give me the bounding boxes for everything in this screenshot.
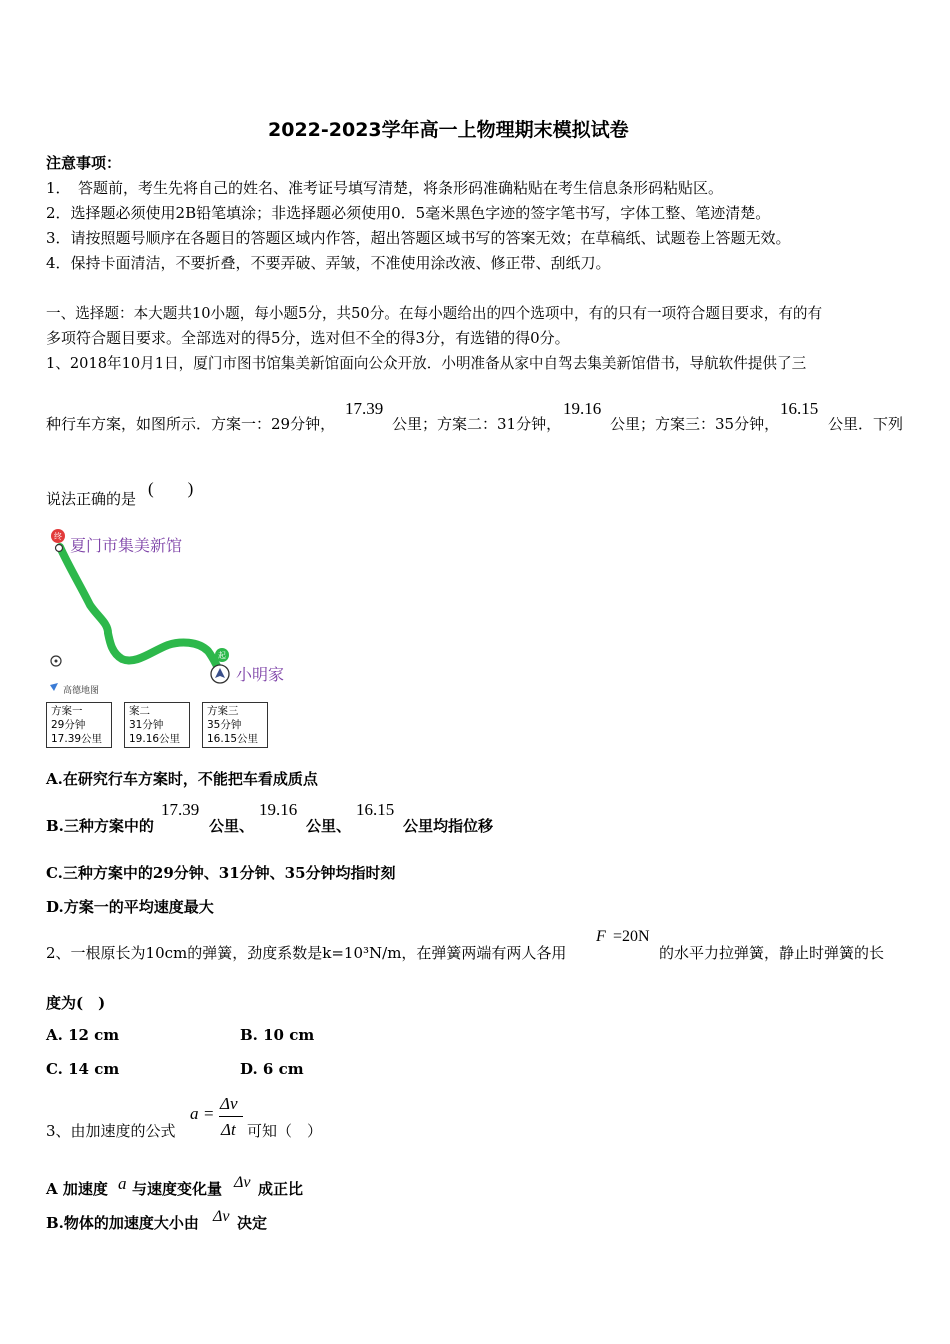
q2-stem: 2、一根原长为10cm的弹簧，劲度系数是k=10³N/m，在弹簧两端有两人各用 xyxy=(46,944,567,962)
q1-distance-2: 19.16 xyxy=(563,399,602,418)
fraction-bar xyxy=(219,1116,243,1117)
section-instructions: 一、选择题：本大题共10小题，每小题5分，共50分。在每小题给出的四个选项中，有的只有一项符合题目要求，有的有 xyxy=(46,305,823,322)
q1-distance-3: 16.15 xyxy=(780,399,819,418)
page-title: 2022-2023学年高一上物理期末模拟试卷 xyxy=(268,119,629,141)
q1-option-b-value: 19.16 xyxy=(259,800,298,819)
q1-option-b-value: 17.39 xyxy=(161,800,200,819)
formula-denominator: Δt xyxy=(221,1120,236,1139)
plan-card: 方案一 29分钟 17.39公里 xyxy=(46,702,112,748)
q3-stem-end: 可知（ ） xyxy=(247,1122,323,1140)
origin-label: 小明家 xyxy=(236,665,285,684)
notice-heading: 注意事项： xyxy=(46,154,122,172)
plan-card: 案二 31分钟 19.16公里 xyxy=(124,702,190,748)
end-mark: 终 xyxy=(54,532,62,541)
q3-option-b: B.物体的加速度大小由 xyxy=(46,1214,199,1232)
q1-option-b-value: 16.15 xyxy=(356,800,395,819)
q1-stem-line2: 种行车方案，如图所示．方案一：29分钟， xyxy=(46,415,336,433)
q3-option-a-var2: Δv xyxy=(234,1174,251,1191)
q1-option-b-text: 公里、 xyxy=(306,817,352,835)
q3-stem: 3、由加速度的公式 xyxy=(46,1122,176,1140)
force-value: =20N xyxy=(613,928,650,945)
route-map-figure xyxy=(40,525,300,755)
q3-option-a: A 加速度 xyxy=(46,1180,108,1198)
q1-option-b-text: 公里均指位移 xyxy=(403,817,494,835)
notice-item: 2．选择题必须使用2B铅笔填涂；非选择题必须使用0．5毫米黑色字迹的签字笔书写，字体工整、笔迹清楚。 xyxy=(46,204,771,222)
q3-option-a-text: 成正比 xyxy=(258,1180,304,1198)
notice-item: 1． 答题前，考生先将自己的姓名、准考证号填写清楚，将条形码准确粘贴在考生信息条形码粘贴区。 xyxy=(46,179,724,197)
formula-equals: = xyxy=(204,1104,214,1123)
q1-option-b-text: 公里、 xyxy=(209,817,255,835)
q1-option-c: C.三种方案中的29分钟、31分钟、35分钟均指时刻 xyxy=(46,864,396,882)
gaode-logo-icon xyxy=(50,683,58,691)
notice-item: 4．保持卡面清洁，不要折叠，不要弄破、弄皱，不准使用涂改液、修正带、刮纸刀。 xyxy=(46,254,611,272)
q2-stem-line2: 度为( ) xyxy=(46,994,106,1012)
q3-option-a-text: 与速度变化量 xyxy=(132,1180,223,1198)
q2-option-a: A. 12 cm xyxy=(46,1026,120,1044)
q3-option-b-text: 决定 xyxy=(237,1214,268,1232)
start-mark: 起 xyxy=(218,651,226,660)
end-dot xyxy=(56,545,63,552)
force-variable: F xyxy=(596,928,606,945)
q1-option-d: D.方案一的平均速度最大 xyxy=(46,898,214,916)
section-instructions: 多项符合题目要求。全部选对的得5分，选对但不全的得3分，有选错的得0分。 xyxy=(46,329,570,347)
q3-option-a-var: a xyxy=(118,1174,127,1193)
q1-option-b: B.三种方案中的 xyxy=(46,817,154,835)
q1-stem-text: 公里；方案三：35分钟， xyxy=(610,415,780,433)
route-line xyxy=(60,547,220,671)
q1-stem-text: 公里；方案二：31分钟， xyxy=(392,415,562,433)
q1-option-a: A.在研究行车方案时，不能把车看成质点 xyxy=(46,770,318,788)
q3-option-b-var: Δv xyxy=(213,1208,230,1225)
map-brand: 高德地图 xyxy=(63,686,100,696)
q1-stem: 1、2018年10月1日，厦门市图书馆集美新馆面向公众开放．小明准备从家中自驾去集美新馆借书，导航软件提供了三 xyxy=(46,355,807,372)
q1-stem-line3: 说法正确的是 xyxy=(46,490,137,508)
notice-item: 3．请按照题号顺序在各题目的答题区域内作答，超出答题区域书写的答案无效；在草稿纸、试题卷上答题无效。 xyxy=(46,229,791,247)
formula-numerator: Δv xyxy=(220,1094,238,1113)
q1-stem-text: 公里．下列 xyxy=(828,415,904,433)
q2-stem-end: 的水平力拉弹簧，静止时弹簧的长 xyxy=(659,944,885,962)
q2-option-d: D. 6 cm xyxy=(240,1060,304,1078)
plan-card: 方案三 35分钟 16.15公里 xyxy=(202,702,268,748)
destination-label: 夏门市集美新馆 xyxy=(70,536,183,555)
q1-distance-1: 17.39 xyxy=(345,399,384,418)
q2-option-c: C. 14 cm xyxy=(46,1060,120,1078)
formula-lhs: a xyxy=(190,1104,199,1123)
q2-option-b: B. 10 cm xyxy=(240,1026,315,1044)
answer-paren: ( ) xyxy=(148,479,194,498)
